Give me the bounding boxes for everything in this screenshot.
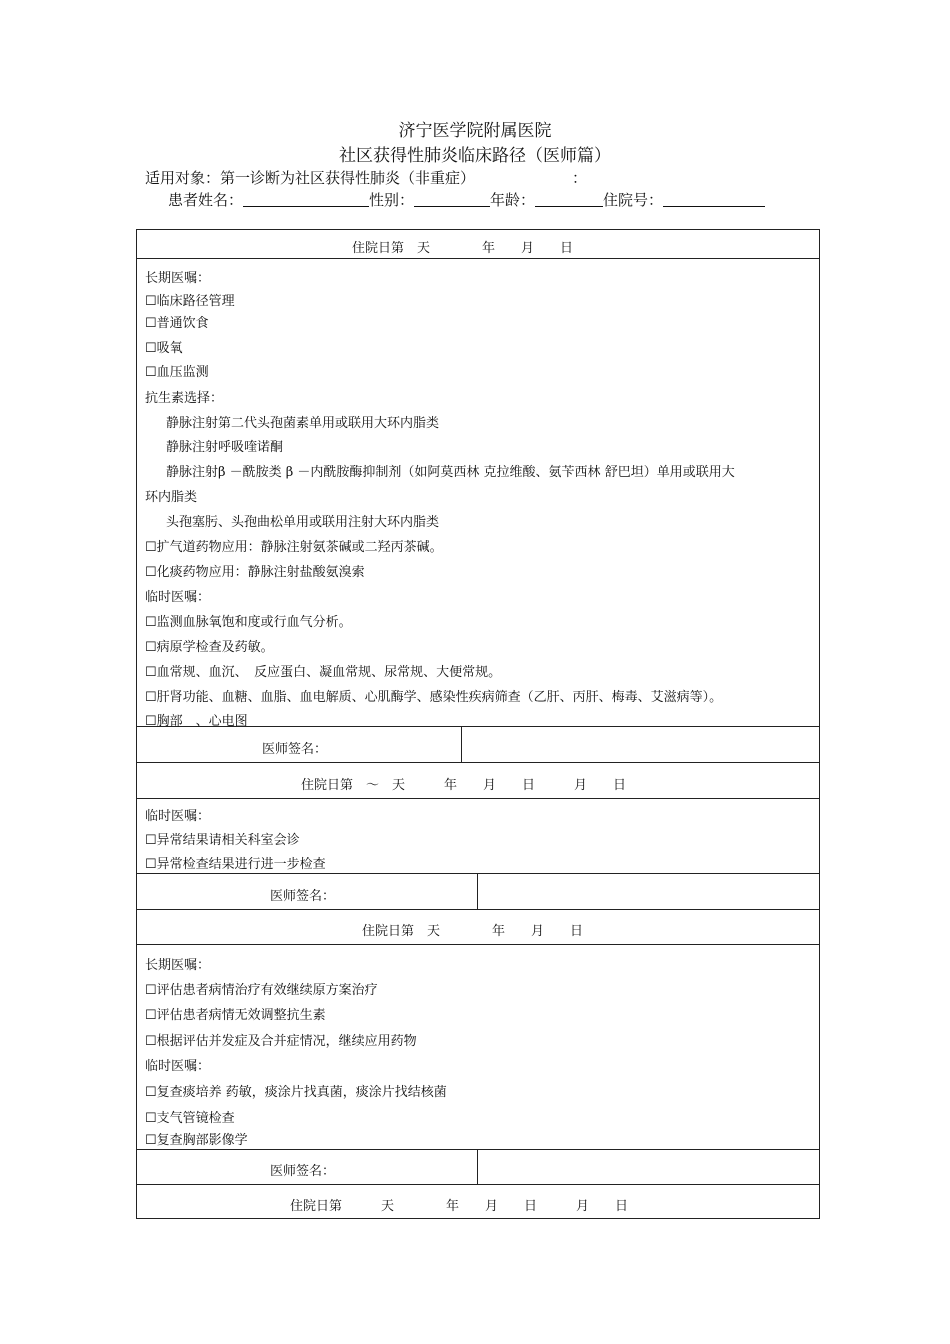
checkbox-item[interactable]: ☐根据评估并发症及合并症情况，继续应用药物 (145, 1034, 417, 1049)
age-label: 年龄： (490, 191, 536, 209)
checkbox-item[interactable]: ☐支气管镜检查 (145, 1111, 235, 1126)
checkbox-item[interactable]: ☐吸氧 (145, 341, 183, 356)
admission-no-label: 住院号： (603, 191, 664, 209)
long-term-orders-title: 长期医嘱： (145, 958, 211, 973)
gender-field[interactable] (414, 192, 490, 207)
antibiotic-option: 静脉注射呼吸喹诺酮 (166, 440, 284, 455)
antibiotic-option: 静脉注射第二代头孢菌素单用或联用大环内脂类 (166, 416, 440, 431)
temporary-orders-title: 临时医嘱： (145, 809, 211, 824)
doctor-signature-field[interactable] (478, 1150, 819, 1183)
doctor-signature-field[interactable] (478, 874, 819, 908)
admission-no-field[interactable] (663, 192, 765, 207)
document-title: 社区获得性肺炎临床路径（医师篇） (339, 146, 611, 166)
day-header-4: 住院日第 天 年 月 日 月 日 (290, 1199, 629, 1214)
checkbox-item[interactable]: ☐普通饮食 (145, 316, 209, 331)
table-rule (136, 762, 820, 763)
checkbox-item[interactable]: ☐病原学检查及药敏。 (145, 640, 274, 655)
checkbox-item[interactable]: ☐复查胸部影像学 (145, 1133, 248, 1148)
checkbox-item[interactable]: ☐临床路径管理 (145, 294, 235, 309)
doctor-signature-field[interactable] (462, 727, 819, 761)
applicable-colon: ： (572, 169, 588, 187)
temporary-orders-title: 临时医嘱： (145, 1059, 211, 1074)
long-term-orders-title: 长期医嘱： (145, 271, 211, 286)
checkbox-item[interactable]: ☐胸部 、心电图 (145, 714, 248, 729)
patient-info-row (168, 189, 765, 210)
table-rule (136, 229, 820, 230)
checkbox-item[interactable]: ☐监测血脉氧饱和度或行血气分析。 (145, 615, 352, 630)
day-header-2: 住院日第 ～ 天 年 月 日 月 日 (301, 778, 627, 793)
antibiotic-option: 静脉注射β －酰胺类 β －内酰胺酶抑制剂（如阿莫西林 克拉维酸、氨苄西林 舒巴坦）单用或联用大 (166, 465, 735, 480)
table-rule (136, 1218, 820, 1219)
gender-label: 性别： (369, 191, 415, 209)
temporary-orders-title: 临时医嘱： (145, 590, 211, 605)
antibiotic-option: 头孢塞肟、头孢曲松单用或联用注射大环内脂类 (166, 515, 440, 530)
table-rule (136, 258, 820, 259)
checkbox-item[interactable]: ☐肝肾功能、血糖、血脂、血电解质、心肌酶学、感染性疾病筛查（乙肝、丙肝、梅毒、艾滋病等）。 (145, 690, 723, 705)
doctor-signature-label: 医师签名： (262, 742, 328, 757)
checkbox-item[interactable]: ☐异常结果请相关科室会诊 (145, 833, 300, 848)
table-rule (136, 944, 820, 945)
hospital-name: 济宁医学院附属医院 (398, 121, 552, 141)
day-header-3: 住院日第 天 年 月 日 (362, 924, 584, 939)
checkbox-item[interactable]: ☐血压监测 (145, 365, 209, 380)
table-rule (136, 909, 820, 910)
checkbox-item[interactable]: ☐化痰药物应用：静脉注射盐酸氨溴索 (145, 565, 365, 580)
checkbox-item[interactable]: ☐复查痰培养 药敏，痰涂片找真菌，痰涂片找结核菌 (145, 1085, 447, 1100)
table-rule (136, 798, 820, 799)
patient-name-label: 患者姓名： (168, 191, 244, 209)
antibiotic-title: 抗生素选择： (145, 391, 224, 406)
checkbox-item[interactable]: ☐异常检查结果进行进一步检查 (145, 857, 326, 872)
day-header-1: 住院日第 天 年 月 日 (352, 241, 574, 256)
antibiotic-option-continued: 环内脂类 (145, 490, 198, 505)
patient-name-field[interactable] (243, 192, 369, 207)
age-field[interactable] (535, 192, 603, 207)
applicable-target: 适用对象：第一诊断为社区获得性肺炎（非重症） (145, 169, 476, 187)
checkbox-item[interactable]: ☐扩气道药物应用：静脉注射氨茶碱或二羟丙茶碱。 (145, 540, 443, 555)
table-rule (136, 1184, 820, 1185)
doctor-signature-label: 医师签名： (270, 1164, 336, 1179)
checkbox-item[interactable]: ☐血常规、血沉、 反应蛋白、凝血常规、尿常规、大便常规。 (145, 665, 502, 680)
doctor-signature-label: 医师签名： (270, 889, 336, 904)
checkbox-item[interactable]: ☐评估患者病情治疗有效继续原方案治疗 (145, 983, 378, 998)
checkbox-item[interactable]: ☐评估患者病情无效调整抗生素 (145, 1008, 326, 1023)
